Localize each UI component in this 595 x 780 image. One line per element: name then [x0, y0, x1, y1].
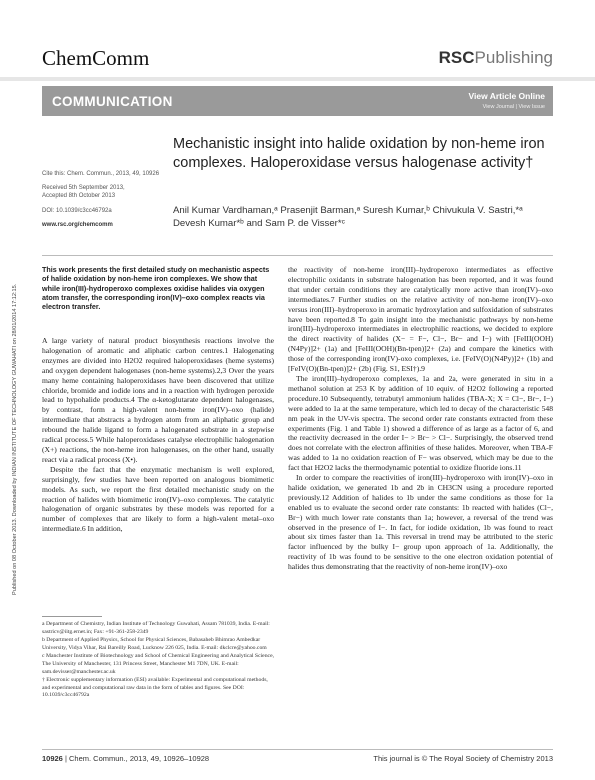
body-column-right: [288, 265, 553, 572]
doi[interactable]: DOI: 10.1039/c3cc46792a: [42, 207, 112, 214]
author-list: [173, 204, 553, 230]
body-column-left: [42, 336, 274, 534]
journal-citation: Chem. Commun., 2013, 49, 10926–10928: [68, 754, 210, 763]
header-divider: [0, 77, 595, 81]
article-metadata: [42, 170, 162, 229]
article-type-banner: [42, 86, 553, 116]
article-type-label: COMMUNICATION: [52, 94, 173, 109]
view-article-online-link[interactable]: View Article Online: [468, 91, 545, 101]
paragraph: Despite the fact that the enzymatic mechanism is well explored, surprisingly, few studies have been reported on analogous biomimetic models. As such, we report the first detailed mechanistic study on the reaction of halides with biomimetic iron(IV)–oxo complexes. The catalytic halogenation of organic substrates by these models was reported for a number of complexes that are likely to form a high-valent metal–oxo intermediate.6 In addition,: [42, 464, 274, 534]
page-footer-left: 10926 | Chem. Commun., 2013, 49, 10926–10928: [42, 754, 210, 763]
footnote-affiliation-a: a Department of Chemistry, Indian Institute of Technology Guwahati, Assam 781039, India. E-mail: sastricv@iitg.ernet.in; Fax: +91-361-258-2349: [42, 621, 270, 635]
footnote-affiliation-c: c Manchester Institute of Biotechnology and School of Chemical Engineering and Analytical Science, The University of Manchester, 131 Princess Street, Manchester M1 7DN, UK. E-mail: sam.devisser@manchester.ac.uk: [42, 653, 275, 675]
received-date: Received 5th September 2013,: [42, 185, 125, 192]
paragraph: The iron(III)–hydroperoxo complexes, 1a and 2a, were generated in situ in a methanol solution at 253 K by addition of 10 equiv. of H2O2 following a reported procedure.10 Subsequently, tetrabutyl ammonium halides (TBA-X; X = Cl−, Br−, I−) were added to 1a at the same temperature, which led to decay of the characteristic 548 nm peak in the UV-vis spectra. The second order rate constants extracted from these experiments (Fig. 1 and Table 1) showed a difference of as large as a factor of 6, and the reactivity decreased in the order I− > Br− > Cl−. Surprisingly, the observed trend does not correlate with the electron affinities of these halides. Moreover, when TBA-F was added to 1a no oxidation reaction of F− was observed, which may be due to the fact that H2O2 lacks the thermodynamic potential to oxidize fluoride ions.11: [288, 373, 553, 473]
page-number: 10926: [42, 754, 63, 763]
footnote-esi: † Electronic supplementary information (ESI) available: Experimental and computational methods, and experimental and computational raw data in the form of tables and figures. See DOI: 10.1039/c3cc46792a: [42, 677, 268, 699]
journal-url[interactable]: www.rsc.org/chemcomm: [42, 221, 113, 228]
accepted-date: Accepted 8th October 2013: [42, 193, 116, 200]
footnote-divider: [42, 616, 102, 617]
journal-logo: ChemComm: [42, 46, 150, 70]
download-notice: Published on 08 October 2013. Downloaded by INDIAN INSTITUTE OF TECHNOLOGY GUWAHATI on 28/01/2014 17:12:15.: [12, 283, 18, 595]
publisher-bold: RSC: [438, 48, 475, 67]
footer-divider: [42, 749, 553, 750]
article-title: Mechanistic insight into halide oxidation by non-heme iron complexes. Haloperoxidase versus halogenase activity†: [173, 136, 545, 171]
authors-line-2[interactable]: Devesh Kumar*ᵇ and Sam P. de Visser*ᶜ: [173, 218, 345, 229]
view-journal-issue-links[interactable]: View Journal | View Issue: [482, 104, 545, 110]
paragraph: A large variety of natural product biosynthesis reactions involve the halogenation of aromatic and aliphatic carbon centres.1 Halogenating enzymes are divided into H2O2 required haloperoxidases (heme systems) and oxygen dependent halogenases (non-heme systems).2,3 Over the years many heme containing haloperoxidases have been discovered that utilize chloride, bromide and iodide ions and in a reaction with hydrogen peroxide lead to hypohalide products.4 The α-ketoglutarate dependent halogenases, by contrast, form a high-valent non-heme iron(IV)–oxo (halide) intermediate that abstracts a hydrogen atom from an aliphatic group and rebound the halide ligand to form a halogenated substrate in a stepwise radical process.5 While haloperoxidases catalyse electrophilic halogenation (X+) reactions, the non-heme iron halogenases, on the other hand, usually react via a radical process (X•).: [42, 336, 274, 464]
publisher-light: Publishing: [474, 48, 553, 67]
abstract: This work presents the first detailed study on mechanistic aspects of halide oxidation by non-heme iron complexes. We show that while iron(III)-hydroperoxo complexes oxidise halides via oxygen atom transfer, the corresponding iron(IV)–oxo complex reacts via electron transfer.: [42, 265, 270, 312]
citation: Cite this: Chem. Commun., 2013, 49, 10926: [42, 171, 160, 177]
paragraph: In order to compare the reactivities of iron(III)–hydroperoxo with iron(IV)–oxo in halide oxidation, we generated 1b and 2b in CH3CN using a procedure reported previously.12 Addition of halides to 1b under the same conditions as those for 1a enabled us to evaluate the second order rate constants: 1b reacted with halides (Cl−, Br−) with much lower rate constants than 1a; however, a reversal of the trend was observed in the presence of I−. In fact, for iodide oxidation, 1b was found to react about six times faster than 1a. This reversal in trend may be attributed to the steric factor influenced by the bulky I− group upon approach of 1a. Additionally, the reactivity of 1b was found to be sensitive to the one electron oxidation potential of halides thus demonstrating that the reactivity of non-heme iron(IV)–oxo: [288, 473, 553, 572]
footnote-affiliation-b: b Department of Applied Physics, School for Physical Sciences, Babasaheb Bhimrao Ambedkar University, Vidya Vihar, Rai Bareilly Road, Lucknow 226 025, India. E-mail: dkclcre@yahoo.com: [42, 637, 267, 651]
footnotes: [42, 621, 274, 701]
authors-line-1[interactable]: Anil Kumar Vardhaman,ᵃ Prasenjit Barman,ᵃ Suresh Kumar,ᵇ Chivukula V. Sastri,*ᵃ: [173, 205, 523, 216]
publisher-logo: [439, 48, 553, 68]
abstract-divider: [42, 255, 553, 256]
paragraph: the reactivity of non-heme iron(III)–hydroperoxo intermediates as effective electrophilic oxidants in substrate halogenation has been reported, and it was found that under certain conditions they are catalytically more active than iron(IV)–oxo intermediates.7 Further studies on the relative activity of non-heme iron(IV)–oxo versus iron(III)–hydroperoxo in aromatic hydroxylation and sulfoxidation of substrates have been reported.8 To gain insight into the mechanistic pathways by non-heme iron(III)–hydroperoxo intermediates in electrophilic reactions, we decided to explore the direct reactivity of halides (X− = F−, Cl−, Br− and I−) with [FeIII(OOH)(N4Py)]2+ (1a) and [FeIII(OOH)(Bn-tpen)]2+ (2a) and compare the kinetics with those of the corresponding iron(IV)-oxo complexes, i.e. [FeIV(O)(N4Py)]2+ (1b) and [FeIV(O)(Bn-tpen)]2+ (2b) (Fig. S1, ESI†).9: [288, 265, 553, 374]
copyright-notice: This journal is © The Royal Society of Chemistry 2013: [373, 754, 553, 763]
